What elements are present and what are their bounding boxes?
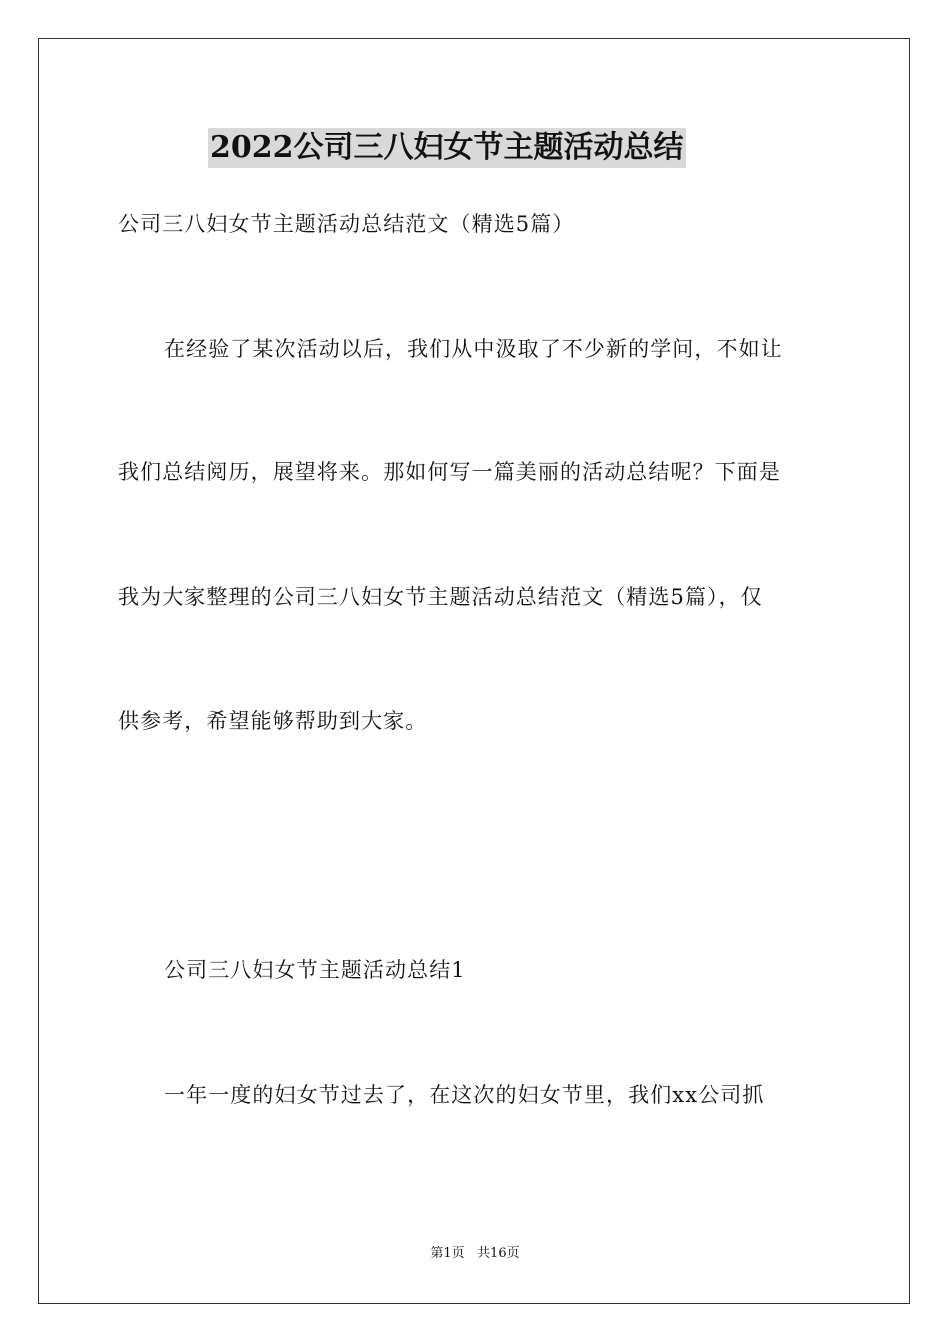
intro-line-3: 我为大家整理的公司三八妇女节主题活动总结范文（精选5篇），仅 — [118, 585, 763, 609]
intro-line-2: 我们总结阅历，展望将来。那如何写一篇美丽的活动总结呢？下面是 — [118, 460, 781, 484]
section-heading: 公司三八妇女节主题活动总结1 — [164, 958, 466, 982]
page-number-footer: 第1页 共16页 — [430, 1246, 520, 1261]
intro-line-1: 在经验了某次活动以后，我们从中汲取了不少新的学问，不如让 — [164, 337, 783, 361]
document-subtitle: 公司三八妇女节主题活动总结范文（精选5篇） — [118, 212, 575, 236]
section-first-line: 一年一度的妇女节过去了，在这次的妇女节里，我们xx公司抓 — [164, 1083, 765, 1107]
intro-line-4: 供参考，希望能够帮助到大家。 — [118, 709, 428, 733]
document-title: 2022公司三八妇女节主题活动总结 — [208, 128, 686, 168]
